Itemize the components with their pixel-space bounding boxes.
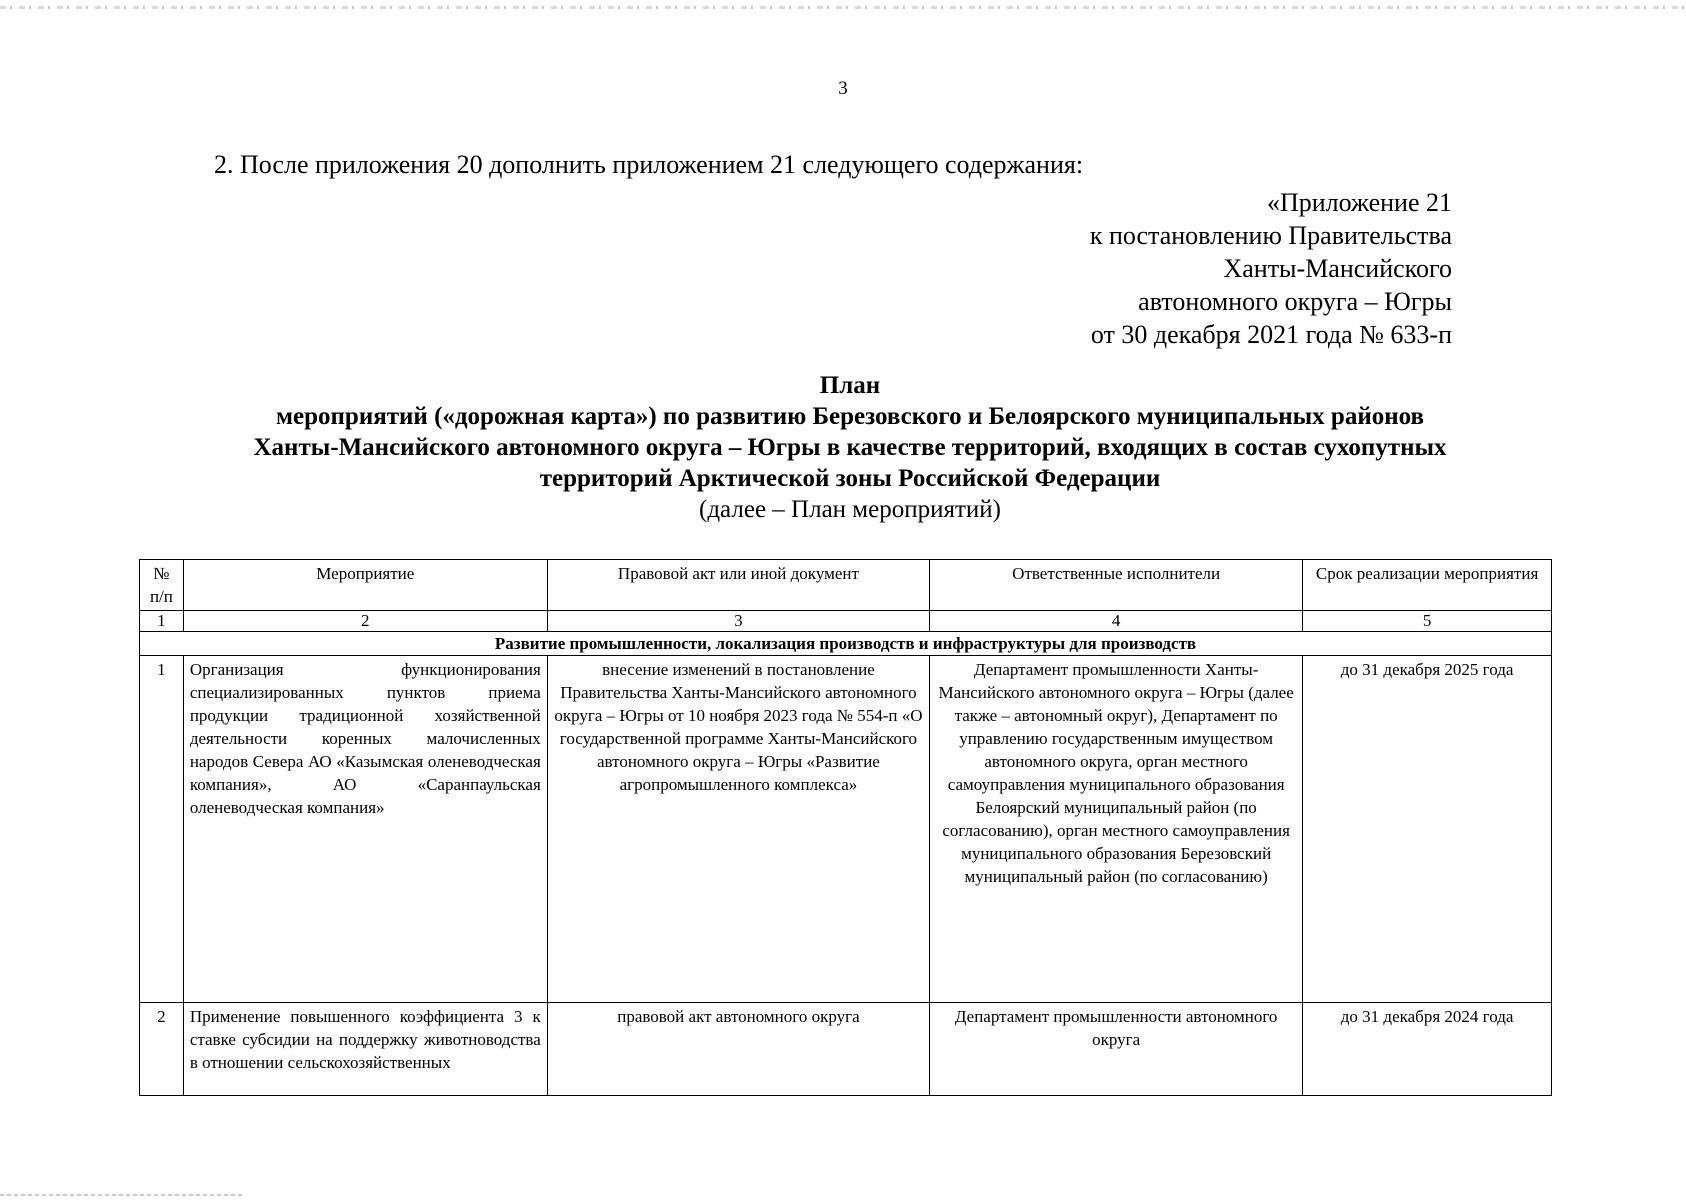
plan-title-line-2: Ханты-Мансийского автономного округа – Югры в качестве территорий, входящих в состав сухопутных (253, 434, 1447, 461)
row-document: внесение изменений в постановление Правительства Ханты-Мансийского автономного округа – Югры от 10 ноября 2023 года № 554-п «О государственной программе Ханты-Мансийского автономного округа – Югры «Развитие агропромышленного комплекса» (547, 656, 929, 1003)
row-deadline: до 31 декабря 2025 года (1303, 656, 1552, 1003)
table-row (140, 1003, 1552, 1096)
scan-edge-top (0, 6, 1686, 9)
plan-title: План (819, 372, 881, 399)
plan-heading (160, 370, 1540, 525)
appendix-line-2: к постановлению Правительства (1089, 221, 1452, 250)
row-activity: Организация функционирования специализированных пунктов приема продукции традиционной хозяйственной деятельности коренных малочисленных народов Севера АО «Казымская оленеводческая компания», АО «Саранпаульская оленеводческая компания» (183, 656, 547, 1003)
row-responsible: Департамент промышленности автономного округа (930, 1003, 1303, 1096)
row-number: 2 (140, 1003, 184, 1096)
appendix-line-4: автономного округа – Югры (1138, 287, 1452, 316)
section-title: Развитие промышленности, локализация производств и инфраструктуры для производств (140, 632, 1552, 656)
header-deadline: Срок реализации мероприятия (1303, 560, 1552, 611)
column-number: 3 (547, 611, 929, 632)
plan-table-container (139, 559, 1552, 1096)
row-document: правовой акт автономного округа (547, 1003, 929, 1096)
header-number: № п/п (140, 560, 184, 611)
row-number: 1 (140, 656, 184, 1003)
column-number: 2 (183, 611, 547, 632)
table-row (140, 656, 1552, 1003)
header-responsible: Ответственные исполнители (930, 560, 1303, 611)
row-activity: Применение повышенного коэффициента 3 к ставке субсидии на поддержку животноводства в отношении сельскохозяйственных (183, 1003, 547, 1096)
appendix-reference (1090, 186, 1452, 351)
column-number-row (140, 611, 1552, 632)
row-deadline: до 31 декабря 2024 года (1303, 1003, 1552, 1096)
scan-edge-bottom (0, 1194, 245, 1196)
plan-title-line-3: территорий Арктической зоны Российской Федерации (539, 465, 1161, 492)
column-number: 4 (930, 611, 1303, 632)
section-row (140, 632, 1552, 656)
plan-title-note: (далее – План мероприятий) (699, 496, 1001, 523)
plan-table (139, 559, 1552, 1096)
appendix-line-3: Ханты-Мансийского (1223, 254, 1452, 283)
plan-title-line-1: мероприятий («дорожная карта») по развитию Березовского и Белоярского муниципальных районов (275, 403, 1425, 430)
intro-paragraph: 2. После приложения 20 дополнить приложением 21 следующего содержания: (214, 150, 1084, 179)
appendix-line-1: «Приложение 21 (1266, 188, 1452, 217)
page-number: 3 (838, 78, 848, 99)
column-number: 1 (140, 611, 184, 632)
table-header-row (140, 560, 1552, 611)
header-document: Правовой акт или иной документ (547, 560, 929, 611)
row-responsible: Департамент промышленности Ханты-Мансийского автономного округа – Югры (далее также – автономный округ), Департамент по управлению государственным имуществом автономного округа, орган местного самоуправления муниципального образования Белоярский муниципальный район (по согласованию), орган местного самоуправления муниципального образования Березовский муниципальный район (по согласованию) (930, 656, 1303, 1003)
column-number: 5 (1303, 611, 1552, 632)
header-activity: Мероприятие (183, 560, 547, 611)
appendix-line-5: от 30 декабря 2021 года № 633-п (1090, 320, 1452, 349)
